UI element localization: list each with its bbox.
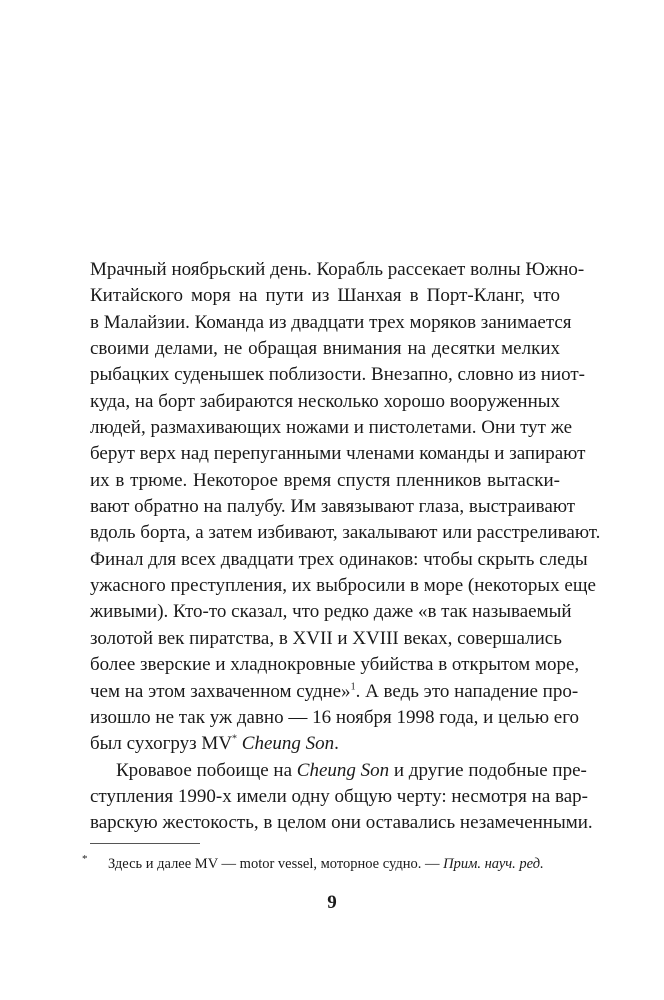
endnote-reference[interactable]: 1	[350, 681, 356, 693]
text-line: вают обратно на палубу. Им завязывают глаза, выстраивают	[90, 496, 576, 518]
text-fragment: Кровавое побоище на	[116, 759, 297, 781]
text-line: более зверские и хладнокровные убийства в открытом море,	[90, 654, 580, 676]
footnote-text: Здесь и далее MV — motor vessel, моторное судно. —	[108, 856, 444, 872]
ship-name: Cheung Son	[296, 759, 390, 781]
footnote-reference[interactable]: *	[232, 733, 238, 745]
text-line: берут верх над перепуганными членами команды и запирают	[90, 443, 586, 465]
text-fragment: и другие подобные пре-	[389, 759, 587, 781]
text-line: вдоль борта, а затем избивают, закалывают или расстреливают.	[90, 522, 601, 544]
text-line: ступления 1990-х имели одну общую черту: несмотря на вар-	[90, 785, 588, 807]
footnote: * Здесь и далее MV — motor vessel, моторное судно. — Прим. науч. ред.	[82, 853, 544, 872]
main-text	[90, 257, 601, 837]
text-line: ужасного преступления, их выбросили в море (некоторых еще	[90, 575, 596, 597]
text-line: Финал для всех двадцати трех одинаков: чтобы скрыть следы	[90, 548, 588, 570]
text-fragment: был сухогруз MV	[90, 733, 233, 755]
text-line: в Малайзии. Команда из двадцати трех моряков занимается	[90, 311, 572, 333]
text-line	[90, 731, 560, 757]
text-line: своими делами, не обращая внимания на десятки мелких	[90, 338, 560, 360]
text-line: золотой век пиратства, в XVII и XVIII веках, совершались	[90, 627, 562, 649]
ship-name: Cheung Son	[241, 733, 335, 755]
text-line: людей, размахивающих ножами и пистолетами. Они тут же	[90, 417, 573, 439]
text-fragment: . А ведь это нападение про-	[355, 680, 579, 702]
text-line: изошло не так уж давно — 16 ноября 1998 года, и целью его	[90, 706, 580, 728]
text-fragment: чем на этом захваченном судне»	[90, 680, 351, 702]
footnote-divider	[90, 843, 200, 844]
paragraph-2	[90, 758, 593, 837]
text-line: куда, на борт забираются несколько хорошо вооруженных	[90, 390, 560, 412]
text-line: Мрачный ноябрьский день. Корабль рассекает волны Южно-	[90, 259, 585, 280]
footnote-attribution: Прим. науч. ред.	[443, 856, 544, 872]
text-line: их в трюме. Некоторое время спустя пленников вытаски-	[90, 469, 560, 491]
text-line: Китайского моря на пути из Шанхая в Порт-Кланг, что	[90, 285, 560, 307]
text-line: варскую жестокость, в целом они оставались незамеченными.	[90, 812, 593, 834]
text-line	[90, 679, 579, 705]
text-line	[90, 758, 587, 784]
text-line: живыми). Кто-то сказал, что редко даже «в так называемый	[90, 601, 572, 623]
page-number: 9	[327, 892, 337, 913]
text-fragment: .	[334, 733, 339, 755]
paragraph-1	[90, 257, 601, 758]
text-line: рыбацких суденышек поблизости. Внезапно, словно из ниот-	[90, 364, 586, 386]
